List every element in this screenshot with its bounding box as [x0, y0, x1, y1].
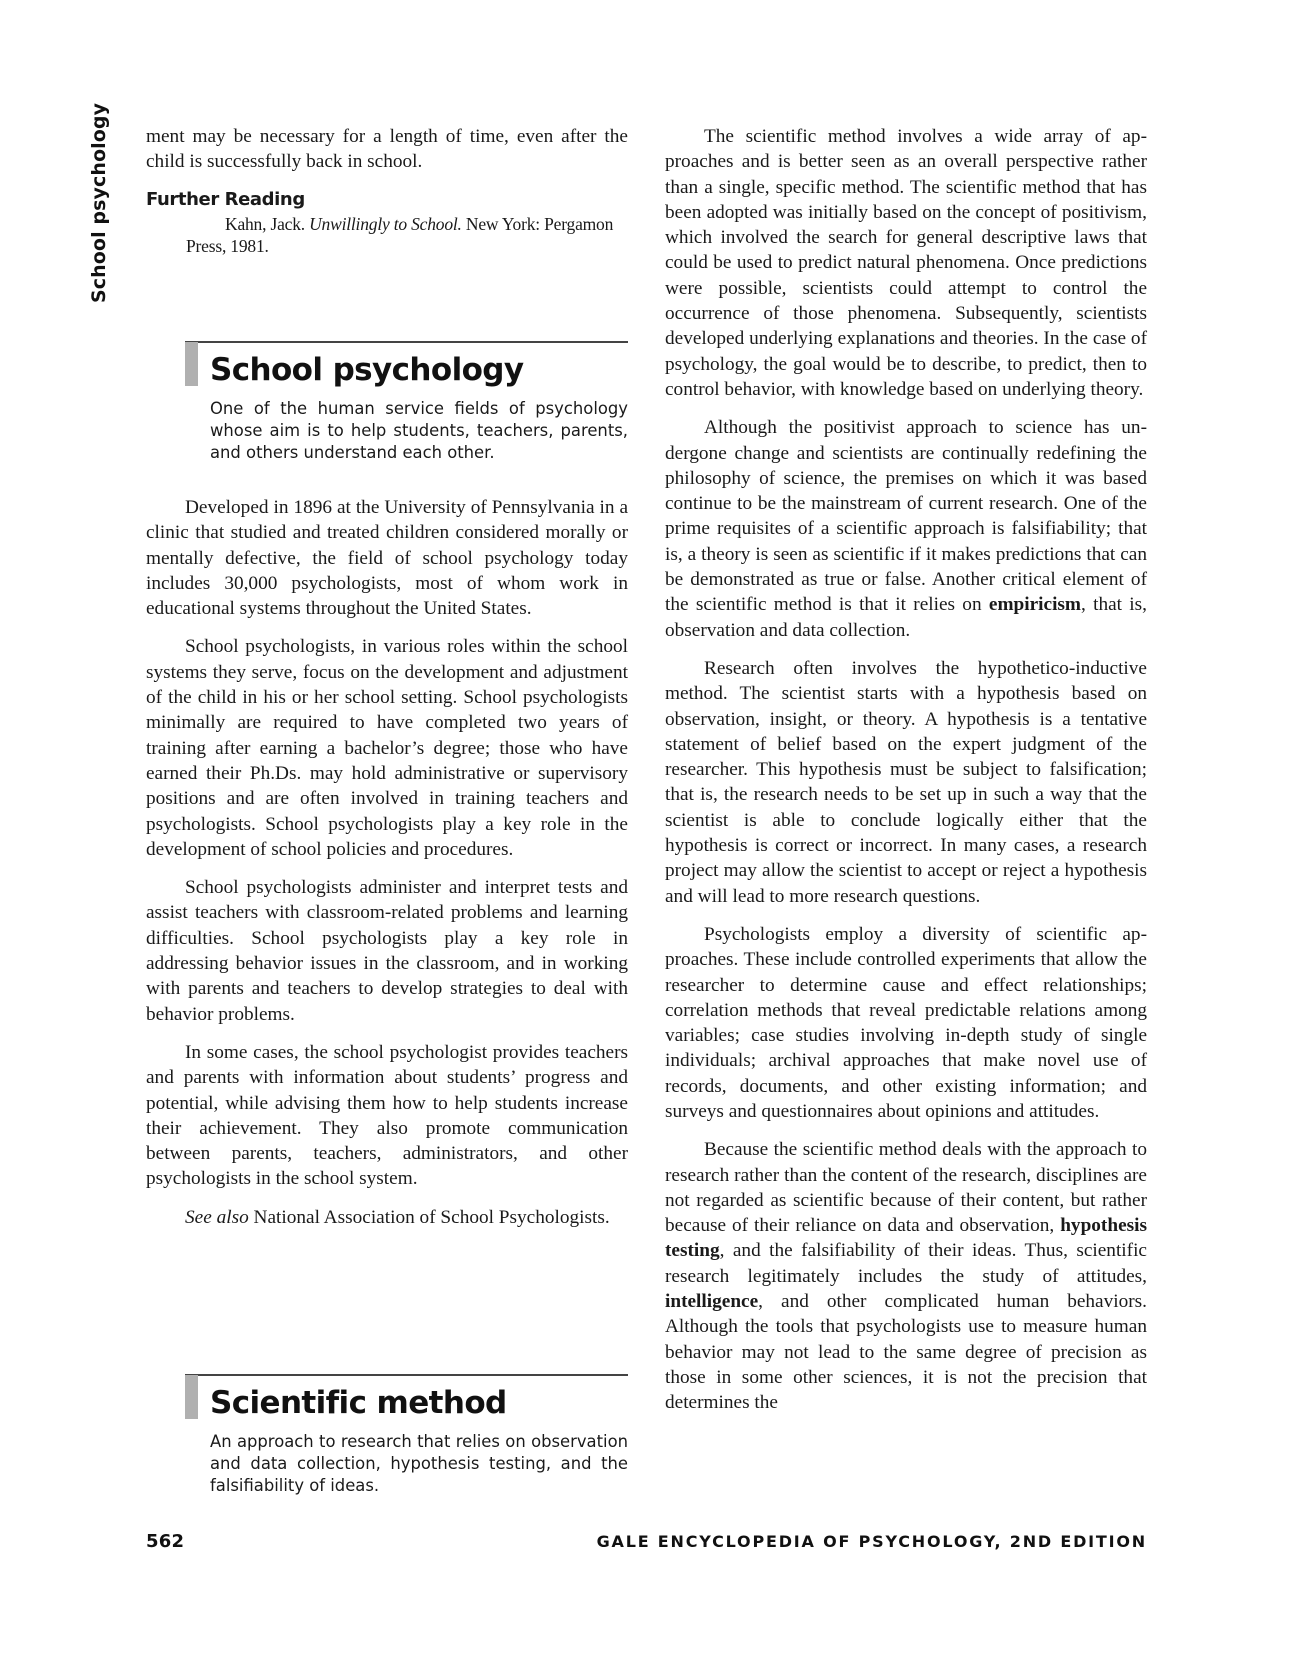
- page-number: 562: [146, 1531, 185, 1552]
- body-paragraph: [665, 1137, 1147, 1415]
- right-column: [665, 124, 1147, 1429]
- see-also-paragraph: [146, 1205, 628, 1230]
- cross-reference-intelligence[interactable]: intelligence: [665, 1291, 759, 1313]
- biblio-author: Kahn, Jack.: [225, 213, 310, 234]
- body-paragraph: [665, 656, 1147, 909]
- cross-reference-hypothesis-testing[interactable]: hypothesis testing: [665, 1215, 1147, 1262]
- entry-title: School psychology: [210, 352, 524, 388]
- text-segment: The scientific method involves a wide array of approaches and is better seen as an overall perspective rather than a single, specific method. The scientific method that has been adopted was initially based on the concept of positivism, which involved the search for general descriptive laws that could be used to predict natural phenomena. Once predictions were possible, scientists could attempt to control the occurrence of those phenomena. Subsequently, scientists developed underlying explanations and theories. In the case of psychology, the goal would be to describe, to predict, then to control behavior, with knowledge based on underlying theory.: [665, 126, 1147, 400]
- heading-bar: [185, 1375, 198, 1419]
- publication-title: GALE ENCYCLOPEDIA OF PSYCHOLOGY, 2ND EDITION: [596, 1532, 1147, 1551]
- cross-reference-empiricism[interactable]: empiricism: [988, 594, 1081, 616]
- body-paragraph: [665, 922, 1147, 1124]
- text-segment: , and the falsifiability of their ideas. Thus, scientific research legitimately includes the study of attitudes,: [665, 1240, 1147, 1287]
- text-segment: , that is, observation and data collection.: [665, 594, 1147, 641]
- further-reading-heading: Further Reading: [146, 188, 305, 210]
- entry-body-school-psychology: [146, 495, 628, 1243]
- biblio-title: Unwillingly to School.: [309, 213, 462, 234]
- text-segment: Psychologists employ a diversity of scientific approaches. These include controlled experiments that allow the researcher to determine cause and effect relationships; correlation methods that reveal predictable relations among variables; case studies involving in-depth study of single individuals; archival approaches that make novel use of records, documents, and other existing information; and surveys and questionnaires about opinions and attitudes.: [665, 923, 1147, 1122]
- body-paragraph: In some cases, the school psychologist provides teachers and parents with information about students’ progress and potential, while advising them how to help students increase their achievement. They also promote communication between parents, teachers, administrators, and other psychologists in the school system.: [146, 1041, 628, 1190]
- running-head: [86, 102, 114, 303]
- heading-bar: [185, 342, 198, 386]
- entry-heading-scientific-method: [185, 1374, 628, 1504]
- body-paragraph: [665, 415, 1147, 643]
- entry-definition: One of the human service fields of psychology whose aim is to help students, teachers, parents, and others understand each other.: [210, 399, 628, 462]
- text-segment: , and other complicated human behaviors. Although the tools that psychologists use to measure human behavior may not lead to the same degree of precision as those in some other sciences, it is not the precision that determines the: [665, 1291, 1147, 1414]
- see-also-label: See also: [185, 1206, 249, 1228]
- text-segment: Research often involves the hypothetico-inductive method. The scientist starts with a hypothesis based on observation, insight, or theory. A hypothesis is a tentative statement of belief based on the expert judgment of the researcher. This hypothesis must be subject to falsification; that is, the research needs to be set up in such a way that the scientist is able to conclude logically either that the hypothesis is correct or incorrect. In many cases, a research project may allow the scientist to accept or reject a hypothesis and will lead to more research questions.: [665, 657, 1147, 907]
- entry-definition: An approach to research that relies on observation and data collection, hypothesis testing, and the falsifiability of ideas.: [210, 1432, 628, 1495]
- bibliography-entry: [146, 213, 628, 257]
- see-also-link[interactable]: National Association of School Psychologists.: [248, 1206, 610, 1228]
- left-column-top: [146, 124, 628, 270]
- running-head-text: School psychology: [88, 102, 110, 303]
- entry-title: Scientific method: [210, 1385, 507, 1421]
- entry-heading-school-psychology: [185, 341, 628, 471]
- heading-rule: [185, 341, 628, 343]
- body-paragraph: [665, 124, 1147, 402]
- text-segment: Although the positivist approach to science has undergone change and scientists are continually redefining the philosophy of science, the premises on which it was based continue to be the mainstream of current research. One of the prime requisites of a scientific approach is falsifiability; that is, a theory is seen as scientific if it makes predictions that can be demonstrated as true or false. Another critical element of the scientific method is that it relies on: [665, 417, 1147, 616]
- body-paragraph: School psychologists administer and interpret tests and assist teachers with classroom-related problems and learning difficulties. School psychologists play a key role in addressing behavior issues in the classroom, and in working with parents and teachers to develop strategies to deal with behavior problems.: [146, 877, 628, 1025]
- body-paragraph: Developed in 1896 at the University of Pennsylvania in a clinic that studied and treated children considered morally or mentally defective, the field of school psychology today includes 30,000 psychologists, most of whom work in educational systems throughout the United States.: [146, 497, 628, 620]
- continuation-paragraph: ment may be necessary for a length of time, even after the child is successfully back in school.: [146, 126, 628, 173]
- heading-rule: [185, 1374, 628, 1376]
- text-segment: Because the scientific method deals with the approach to research rather than the content of the research, disciplines are not regarded as scientific because of their content, but rather because of their reliance on data and observation,: [665, 1139, 1147, 1237]
- biblio-publisher: New York: Pergamon Press, 1981.: [186, 213, 614, 256]
- body-paragraph: School psychologists, in various roles within the school systems they serve, focus on the development and adjustment of the child in his or her school setting. School psychologists minimally are required to have completed two years of training after earning a bachelor’s degree; those who have earned their Ph.Ds. may hold administrative or supervisory positions and are often involved in training teachers and psychologists. School psychologists play a key role in the development of school policies and procedures.: [146, 636, 628, 860]
